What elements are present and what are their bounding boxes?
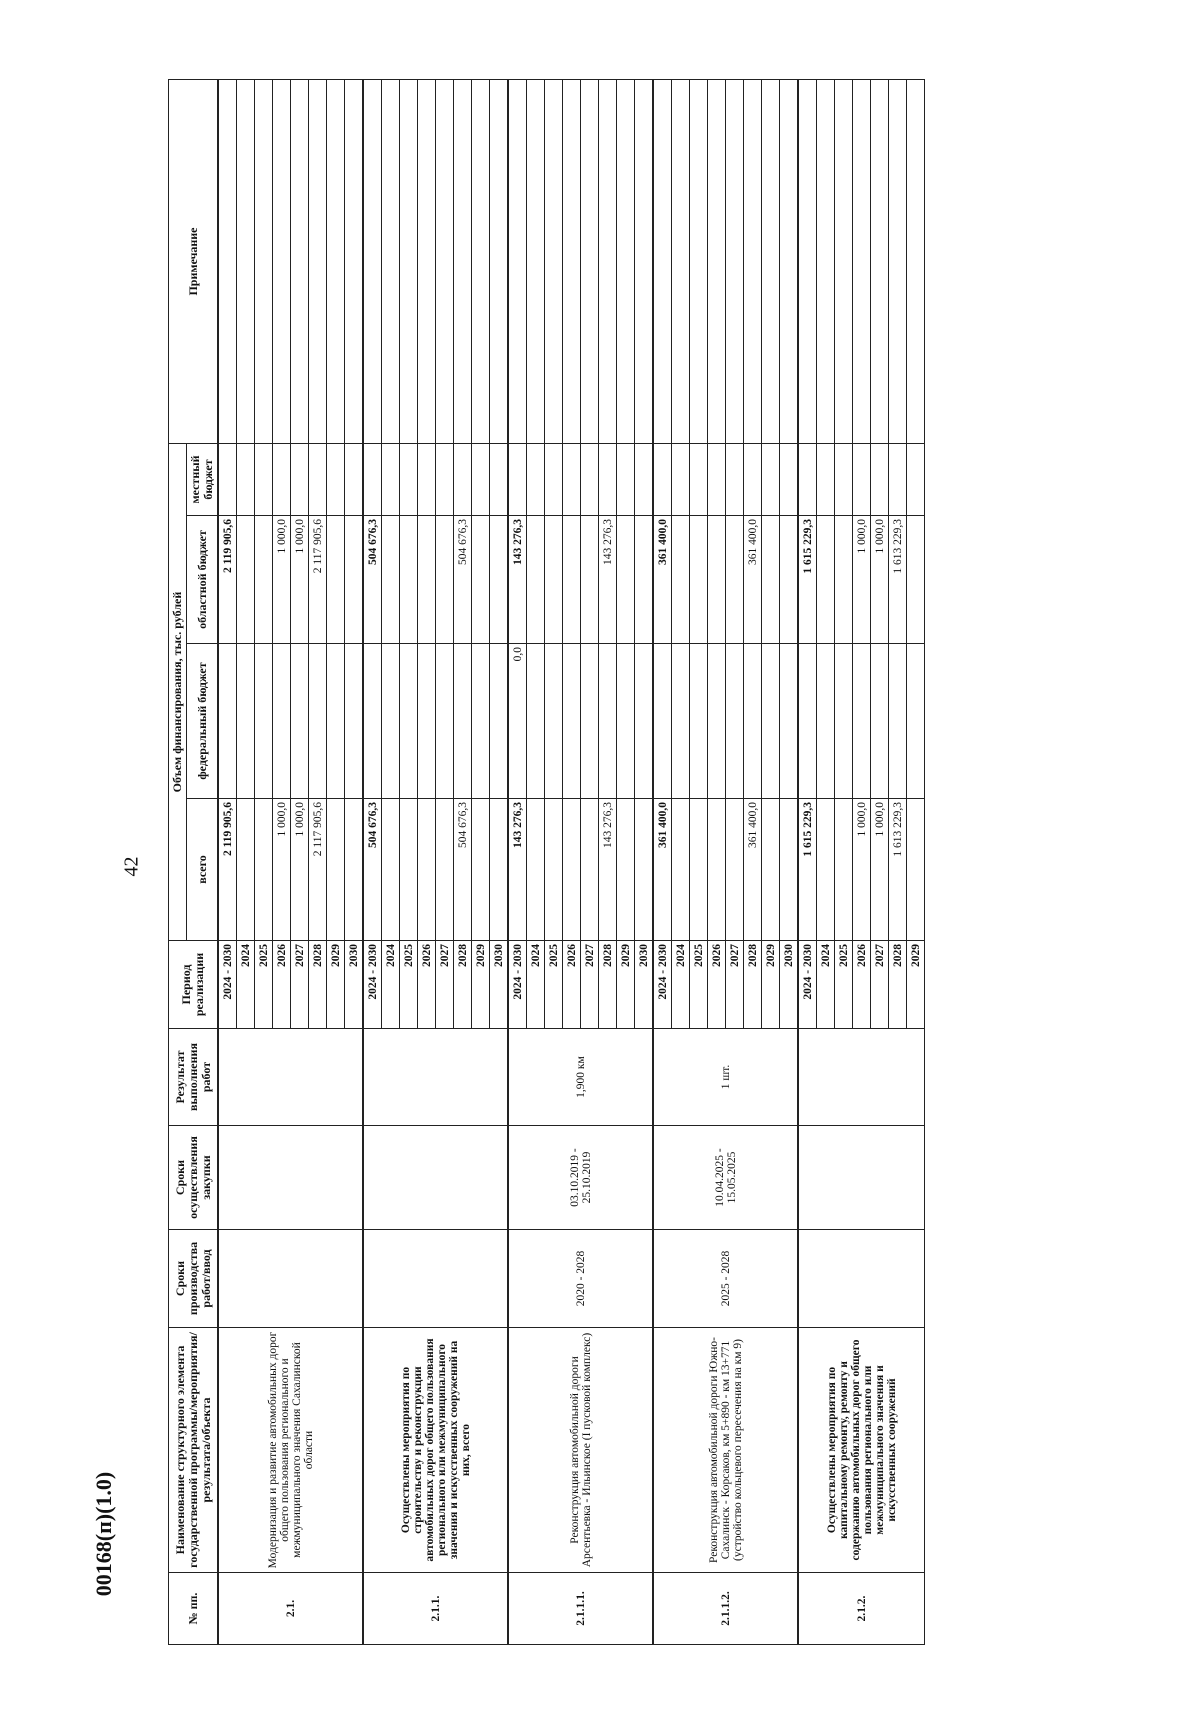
period-cell: 2024: [237, 941, 255, 1029]
local-cell: [472, 444, 490, 516]
regional-cell: 504 676,3: [363, 516, 382, 644]
period-cell: 2026: [273, 941, 291, 1029]
federal-cell: [817, 644, 835, 799]
period-cell: 2027: [436, 941, 454, 1029]
total-cell: [690, 799, 708, 941]
note-cell: [436, 80, 454, 444]
regional-cell: 361 400,0: [744, 516, 762, 644]
regional-cell: [545, 516, 563, 644]
note-cell: [690, 80, 708, 444]
total-cell: [563, 799, 581, 941]
total-cell: [817, 799, 835, 941]
document-code: 00168(п)(1.0): [91, 1471, 116, 1597]
note-cell: [527, 80, 545, 444]
federal-cell: [545, 644, 563, 799]
note-cell: [472, 80, 490, 444]
local-cell: [237, 444, 255, 516]
federal-cell: [291, 644, 309, 799]
federal-cell: [708, 644, 726, 799]
local-cell: [835, 444, 853, 516]
federal-cell: [889, 644, 907, 799]
regional-cell: [726, 516, 744, 644]
local-cell: [490, 444, 509, 516]
total-cell: [418, 799, 436, 941]
procurement-period: [798, 1126, 925, 1230]
period-cell: 2029: [762, 941, 780, 1029]
local-cell: [563, 444, 581, 516]
page-number: 42: [120, 856, 143, 877]
note-cell: [853, 80, 871, 444]
table-row: [218, 80, 237, 1645]
item-name: Реконструкция автомобильной дороги Арсентьевка - Ильинское (I пусковой комплекс): [508, 1328, 653, 1573]
note-cell: [309, 80, 327, 444]
total-cell: [835, 799, 853, 941]
table-header: [169, 80, 219, 1645]
total-cell: [327, 799, 345, 941]
regional-cell: [563, 516, 581, 644]
period-cell: 2024 - 2030: [653, 941, 672, 1029]
production-period: [798, 1230, 925, 1328]
total-cell: 1 000,0: [291, 799, 309, 941]
federal-cell: [563, 644, 581, 799]
total-cell: 1 000,0: [871, 799, 889, 941]
local-cell: [218, 444, 237, 516]
federal-cell: [382, 644, 400, 799]
regional-cell: 143 276,3: [599, 516, 617, 644]
regional-cell: [418, 516, 436, 644]
federal-cell: [490, 644, 509, 799]
federal-cell: [744, 644, 762, 799]
work-result: 1,900 км: [508, 1029, 653, 1126]
total-cell: 504 676,3: [454, 799, 472, 941]
total-cell: 504 676,3: [363, 799, 382, 941]
regional-cell: 361 400,0: [653, 516, 672, 644]
item-number: 2.1.: [218, 1573, 363, 1645]
item-number: 2.1.1.1.: [508, 1573, 653, 1645]
note-cell: [345, 80, 364, 444]
federal-cell: [617, 644, 635, 799]
total-cell: 1 000,0: [273, 799, 291, 941]
header-note: Примечание: [169, 80, 219, 444]
local-cell: [273, 444, 291, 516]
total-cell: [545, 799, 563, 941]
regional-cell: [708, 516, 726, 644]
regional-cell: 1 615 229,3: [798, 516, 817, 644]
note-cell: [291, 80, 309, 444]
federal-cell: [762, 644, 780, 799]
total-cell: 361 400,0: [744, 799, 762, 941]
federal-cell: [363, 644, 382, 799]
note-cell: [889, 80, 907, 444]
regional-cell: 2 119 905,6: [218, 516, 237, 644]
note-cell: [382, 80, 400, 444]
local-cell: [309, 444, 327, 516]
regional-cell: [255, 516, 273, 644]
note-cell: [907, 80, 925, 444]
note-cell: [237, 80, 255, 444]
local-cell: [382, 444, 400, 516]
table-row: [363, 80, 382, 1645]
local-cell: [255, 444, 273, 516]
regional-cell: 1 000,0: [853, 516, 871, 644]
total-cell: [726, 799, 744, 941]
regional-cell: 1 000,0: [273, 516, 291, 644]
period-cell: 2024 - 2030: [798, 941, 817, 1029]
period-cell: 2026: [418, 941, 436, 1029]
note-cell: [454, 80, 472, 444]
period-cell: 2026: [853, 941, 871, 1029]
period-cell: 2025: [835, 941, 853, 1029]
federal-cell: [835, 644, 853, 799]
note-cell: [744, 80, 762, 444]
federal-cell: [853, 644, 871, 799]
local-cell: [762, 444, 780, 516]
regional-cell: [635, 516, 654, 644]
note-cell: [672, 80, 690, 444]
item-name: Модернизация и развитие автомобильных дорог общего пользования регионального и межмуниципального значения Сахалинской области: [218, 1328, 363, 1573]
local-cell: [907, 444, 925, 516]
total-cell: [635, 799, 654, 941]
regional-cell: [762, 516, 780, 644]
local-cell: [617, 444, 635, 516]
period-cell: 2025: [690, 941, 708, 1029]
period-cell: 2028: [744, 941, 762, 1029]
total-cell: [400, 799, 418, 941]
regional-cell: [327, 516, 345, 644]
procurement-period: [218, 1126, 363, 1230]
local-cell: [672, 444, 690, 516]
federal-cell: [472, 644, 490, 799]
note-cell: [762, 80, 780, 444]
period-cell: 2027: [726, 941, 744, 1029]
item-number: 2.1.2.: [798, 1573, 925, 1645]
period-cell: 2029: [617, 941, 635, 1029]
period-cell: 2030: [780, 941, 799, 1029]
period-cell: 2024 - 2030: [363, 941, 382, 1029]
federal-cell: [780, 644, 799, 799]
procurement-period: [363, 1126, 508, 1230]
total-cell: [436, 799, 454, 941]
federal-cell: [690, 644, 708, 799]
period-cell: 2026: [563, 941, 581, 1029]
local-cell: [345, 444, 364, 516]
table-row: [508, 80, 527, 1645]
note-cell: [817, 80, 835, 444]
note-cell: [563, 80, 581, 444]
table-row: [653, 80, 672, 1645]
item-number: 2.1.1.2.: [653, 1573, 798, 1645]
header-funding-group: Объем финансирования, тыс. рублей: [169, 444, 187, 941]
note-cell: [708, 80, 726, 444]
item-name: Реконструкция автомобильной дороги Южно-Сахалинск - Корсаков, км 5+890 - км 13+771 (устройство кольцевого пересечения на км 9): [653, 1328, 798, 1573]
regional-cell: [382, 516, 400, 644]
total-cell: [345, 799, 364, 941]
period-cell: 2029: [327, 941, 345, 1029]
regional-cell: 2 117 905,6: [309, 516, 327, 644]
production-period: 2020 - 2028: [508, 1230, 653, 1328]
federal-cell: [599, 644, 617, 799]
federal-cell: [309, 644, 327, 799]
local-cell: [454, 444, 472, 516]
local-cell: [780, 444, 799, 516]
production-period: [218, 1230, 363, 1328]
total-cell: 2 117 905,6: [309, 799, 327, 941]
period-cell: 2028: [599, 941, 617, 1029]
local-cell: [418, 444, 436, 516]
total-cell: 143 276,3: [599, 799, 617, 941]
total-cell: 143 276,3: [508, 799, 527, 941]
regional-cell: [617, 516, 635, 644]
local-cell: [889, 444, 907, 516]
regional-cell: 143 276,3: [508, 516, 527, 644]
work-result: [363, 1029, 508, 1126]
period-cell: 2028: [309, 941, 327, 1029]
total-cell: [237, 799, 255, 941]
federal-cell: [672, 644, 690, 799]
note-cell: [508, 80, 527, 444]
header-result: Результат выполнения работ: [169, 1029, 219, 1126]
total-cell: [472, 799, 490, 941]
period-cell: 2029: [472, 941, 490, 1029]
total-cell: [708, 799, 726, 941]
federal-cell: [436, 644, 454, 799]
note-cell: [218, 80, 237, 444]
regional-cell: [690, 516, 708, 644]
period-cell: 2030: [490, 941, 509, 1029]
regional-cell: [817, 516, 835, 644]
period-cell: 2025: [255, 941, 273, 1029]
item-name: Осуществлены мероприятия по строительству и реконструкции автомобильных дорог общего пользования регионального или межмуниципального значения и искусственных сооружений на них, всего: [363, 1328, 508, 1573]
federal-cell: [798, 644, 817, 799]
header-production: Сроки производства работ/ввод: [169, 1230, 219, 1328]
note-cell: [255, 80, 273, 444]
header-period: Период реализации: [169, 941, 219, 1029]
header-total: всего: [187, 799, 219, 941]
regional-cell: [672, 516, 690, 644]
total-cell: [617, 799, 635, 941]
local-cell: [871, 444, 889, 516]
header-name: Наименование структурного элемента государственной программы/мероприятия/ результата/объекта: [169, 1328, 219, 1573]
local-cell: [545, 444, 563, 516]
period-cell: 2028: [454, 941, 472, 1029]
note-cell: [726, 80, 744, 444]
local-cell: [708, 444, 726, 516]
local-cell: [798, 444, 817, 516]
header-local: местный бюджет: [187, 444, 219, 516]
federal-cell: [218, 644, 237, 799]
local-cell: [436, 444, 454, 516]
local-cell: [363, 444, 382, 516]
regional-cell: [345, 516, 364, 644]
local-cell: [635, 444, 654, 516]
local-cell: [653, 444, 672, 516]
regional-cell: 504 676,3: [454, 516, 472, 644]
rotated-table-container: [168, 80, 1018, 1645]
procurement-period: 03.10.2019 - 25.10.2019: [508, 1126, 653, 1230]
regional-cell: [581, 516, 599, 644]
period-cell: 2027: [871, 941, 889, 1029]
local-cell: [400, 444, 418, 516]
period-cell: 2025: [400, 941, 418, 1029]
period-cell: 2030: [635, 941, 654, 1029]
local-cell: [817, 444, 835, 516]
federal-cell: [237, 644, 255, 799]
total-cell: 1 000,0: [853, 799, 871, 941]
total-cell: [527, 799, 545, 941]
note-cell: [545, 80, 563, 444]
total-cell: 1 613 229,3: [889, 799, 907, 941]
total-cell: [490, 799, 509, 941]
note-cell: [273, 80, 291, 444]
total-cell: [672, 799, 690, 941]
regional-cell: [780, 516, 799, 644]
regional-cell: [400, 516, 418, 644]
regional-cell: [527, 516, 545, 644]
regional-cell: 1 613 229,3: [889, 516, 907, 644]
federal-cell: [418, 644, 436, 799]
federal-cell: [871, 644, 889, 799]
note-cell: [617, 80, 635, 444]
regional-cell: [472, 516, 490, 644]
period-cell: 2024 - 2030: [218, 941, 237, 1029]
note-cell: [599, 80, 617, 444]
period-cell: 2027: [291, 941, 309, 1029]
header-federal: федеральный бюджет: [187, 644, 219, 799]
note-cell: [780, 80, 799, 444]
total-cell: 2 119 905,6: [218, 799, 237, 941]
note-cell: [798, 80, 817, 444]
federal-cell: [273, 644, 291, 799]
total-cell: [907, 799, 925, 941]
total-cell: [581, 799, 599, 941]
local-cell: [726, 444, 744, 516]
note-cell: [871, 80, 889, 444]
federal-cell: [635, 644, 654, 799]
header-regional: областной бюджет: [187, 516, 219, 644]
regional-cell: [490, 516, 509, 644]
note-cell: [490, 80, 509, 444]
total-cell: [255, 799, 273, 941]
total-cell: 361 400,0: [653, 799, 672, 941]
period-cell: 2028: [889, 941, 907, 1029]
work-result: [218, 1029, 363, 1126]
period-cell: 2026: [708, 941, 726, 1029]
federal-cell: [400, 644, 418, 799]
procurement-period: 10.04.2025 - 15.05.2025: [653, 1126, 798, 1230]
local-cell: [581, 444, 599, 516]
note-cell: [581, 80, 599, 444]
local-cell: [599, 444, 617, 516]
regional-cell: [835, 516, 853, 644]
regional-cell: [907, 516, 925, 644]
note-cell: [363, 80, 382, 444]
local-cell: [508, 444, 527, 516]
total-cell: 1 615 229,3: [798, 799, 817, 941]
regional-cell: [237, 516, 255, 644]
local-cell: [291, 444, 309, 516]
federal-cell: [907, 644, 925, 799]
period-cell: 2024: [527, 941, 545, 1029]
period-cell: 2024: [382, 941, 400, 1029]
federal-cell: [653, 644, 672, 799]
local-cell: [690, 444, 708, 516]
regional-cell: 1 000,0: [871, 516, 889, 644]
production-period: 2025 - 2028: [653, 1230, 798, 1328]
total-cell: [382, 799, 400, 941]
note-cell: [400, 80, 418, 444]
regional-cell: 1 000,0: [291, 516, 309, 644]
local-cell: [527, 444, 545, 516]
header-no: № пп.: [169, 1573, 219, 1645]
table-row: [798, 80, 817, 1645]
federal-cell: [345, 644, 364, 799]
local-cell: [327, 444, 345, 516]
table-body: [218, 80, 925, 1645]
note-cell: [835, 80, 853, 444]
federal-cell: [581, 644, 599, 799]
period-cell: 2025: [545, 941, 563, 1029]
federal-cell: [327, 644, 345, 799]
period-cell: 2024: [672, 941, 690, 1029]
federal-cell: [527, 644, 545, 799]
work-result: [798, 1029, 925, 1126]
local-cell: [853, 444, 871, 516]
item-number: 2.1.1.: [363, 1573, 508, 1645]
header-procurement: Сроки осуществления закупки: [169, 1126, 219, 1230]
total-cell: [762, 799, 780, 941]
federal-cell: [454, 644, 472, 799]
period-cell: 2024: [817, 941, 835, 1029]
note-cell: [418, 80, 436, 444]
item-name: Осуществлены мероприятия по капитальному ремонту, ремонту и содержанию автомобильных дорог общего пользования регионального или межмуниципального значения и искусственных сооружений: [798, 1328, 925, 1573]
period-cell: 2024 - 2030: [508, 941, 527, 1029]
total-cell: [780, 799, 799, 941]
note-cell: [653, 80, 672, 444]
production-period: [363, 1230, 508, 1328]
note-cell: [635, 80, 654, 444]
regional-cell: [436, 516, 454, 644]
work-result: 1 шт.: [653, 1029, 798, 1126]
local-cell: [744, 444, 762, 516]
period-cell: 2029: [907, 941, 925, 1029]
note-cell: [327, 80, 345, 444]
federal-cell: [726, 644, 744, 799]
period-cell: 2030: [345, 941, 364, 1029]
period-cell: 2027: [581, 941, 599, 1029]
federal-cell: [255, 644, 273, 799]
federal-cell: 0,0: [508, 644, 527, 799]
funding-table: [168, 79, 925, 1645]
